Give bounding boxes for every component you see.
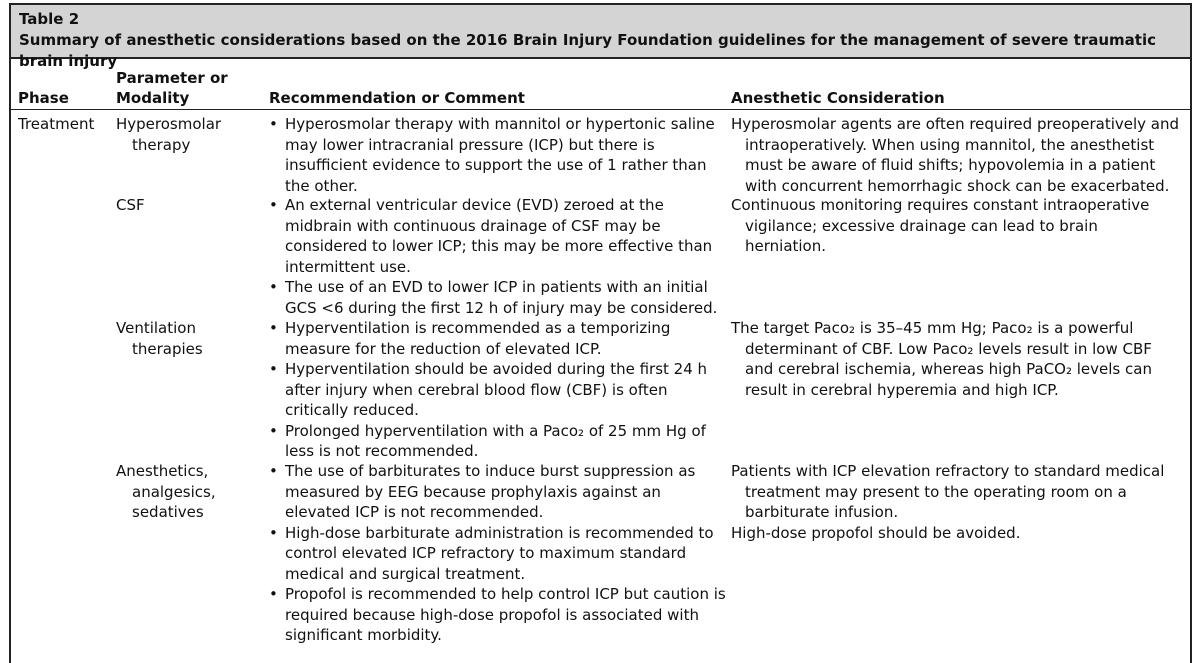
anesthetic-item: Continuous monitoring requires constant intraoperative vigilance; excessive drainage can lead to brain herniation. [731,196,1150,255]
bullet-icon: • [269,196,278,214]
header-recommendation: Recommendation or Comment [269,89,525,107]
row-parameter [116,318,256,359]
header-phase: Phase [18,89,69,107]
recommendation-item: • The use of barbiturates to induce burst suppression as measured by EEG because prophylaxis against an elevated ICP is not recommended. [269,462,696,521]
recommendation-item: • An external ventricular device (EVD) zeroed at the midbrain with continuous drainage of CSF may be considered to lower ICP; this may be more effective than intermittent use. [269,196,713,276]
row-anesthetic [731,114,1181,196]
recommendation-item: • Propofol is recommended to help control ICP but caution is required because high-dose propofol is associated with significant morbidity. [269,585,726,644]
anesthetic-item: High-dose propofol should be avoided. [731,523,1021,542]
row-anesthetic [731,318,1181,400]
parameter-line: analgesics, [132,482,216,501]
row-phase: Treatment [18,115,95,133]
table-header-row [11,61,1190,110]
anesthetic-item: Patients with ICP elevation refractory to standard medical treatment may present to the operating room on a barbiturate infusion. [731,462,1165,521]
recommendation-item: • Hyperosmolar therapy with mannitol or hypertonic saline may lower intracranial pressure (ICP) but there is insufficient evidence to support the use of 1 rather than the other. [269,115,715,195]
parameter-line: sedatives [132,503,204,521]
parameter-line: therapy [132,135,191,154]
bullet-icon: • [269,421,278,440]
table-title: Summary of anesthetic considerations based on the 2016 Brain Injury Foundation guidelines for the management of severe traumatic brain injury [19,31,1156,70]
bullet-icon: • [269,115,278,133]
table-frame [9,3,1192,663]
row-parameter [116,114,256,155]
header-parameter-line2: Modality [116,89,190,107]
anesthetic-item: Hyperosmolar agents are often required preoperatively and intraoperatively. When using mannitol, the anesthetist must be aware of fluid shifts; hypovolemia in a patient with concurrent hemorrhagic shock can be exacerbated. [731,115,1180,195]
bullet-icon: • [269,585,278,603]
row-parameter [116,461,256,523]
table-caption [11,5,1190,70]
header-parameter [116,68,228,108]
anesthetic-item: The target Paco₂ is 35–45 mm Hg; Paco₂ is a powerful determinant of CBF. Low Paco₂ levels result in low CBF and cerebral ischemia, whereas high PaCO₂ levels can result in cerebral hyperemia and high ICP. [731,319,1152,399]
recommendation-item: • Prolonged hyperventilation with a Paco₂ of 25 mm Hg of less is not recommended. [269,421,706,460]
row-parameter [116,195,256,216]
row-recommendations [269,461,729,646]
recommendation-item: • High-dose barbiturate administration is recommended to control elevated ICP refractory to maximum standard medical and surgical treatment. [269,523,714,583]
row-recommendations [269,318,729,462]
parameter-line: Hyperosmolar [116,115,222,133]
recommendation-item: • Hyperventilation should be avoided during the first 24 h after injury when cerebral blood flow (CBF) is often critically reduced. [269,360,708,419]
row-anesthetic [731,195,1181,257]
header-parameter-line1: Parameter or [116,69,228,87]
row-anesthetic [731,461,1181,543]
row-recommendations [269,195,729,318]
bullet-icon: • [269,462,278,480]
bullet-icon: • [269,278,278,296]
parameter-line: Anesthetics, [116,462,209,480]
header-anesthetic: Anesthetic Consideration [731,89,945,107]
table-number: Table 2 [19,10,80,28]
parameter-line: therapies [132,339,203,358]
recommendation-item: • The use of an EVD to lower ICP in patients with an initial GCS <6 during the first 12 h of injury may be considered. [269,278,718,317]
parameter-line: Ventilation [116,319,196,337]
parameter-line: CSF [116,196,145,214]
bullet-icon: • [269,523,278,542]
bullet-icon: • [269,319,278,337]
recommendation-item: • Hyperventilation is recommended as a temporizing measure for the reduction of elevated ICP. [269,319,671,358]
bullet-icon: • [269,360,278,378]
row-recommendations [269,114,729,196]
